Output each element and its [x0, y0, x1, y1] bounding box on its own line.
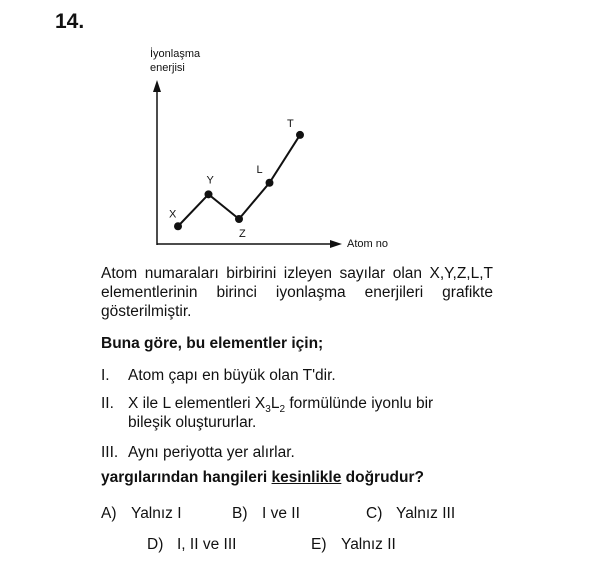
- point-z: [235, 215, 243, 223]
- lead-statement: Buna göre, bu elementler için;: [101, 335, 324, 352]
- statement-2-number: II.: [101, 395, 114, 412]
- point-label-z: Z: [239, 228, 246, 240]
- option-c-letter: C): [366, 505, 383, 522]
- point-label-l: L: [256, 163, 263, 176]
- statement-3-text: Aynı periyotta yer alırlar.: [128, 444, 295, 461]
- option-b[interactable]: [232, 505, 300, 523]
- statement-2-mid: L: [270, 395, 280, 412]
- point-l: [266, 179, 274, 187]
- question-pre: yargılarından hangileri: [101, 469, 272, 486]
- option-b-letter: B): [232, 505, 248, 522]
- point-label-t: T: [287, 117, 294, 130]
- y-axis-arrow: [153, 80, 161, 92]
- point-t: [296, 131, 304, 139]
- option-c[interactable]: [366, 505, 455, 523]
- series-group: [169, 118, 304, 240]
- statement-2-line2: bileşik oluştururlar.: [128, 414, 257, 431]
- option-c-text: Yalnız III: [396, 505, 456, 522]
- option-a[interactable]: [101, 505, 182, 523]
- option-d-text: I, II ve III: [177, 536, 237, 553]
- question-key: kesinlikle: [271, 469, 342, 486]
- statement-2-post: formülünde iyonlu bir: [285, 395, 434, 412]
- point-y: [205, 190, 213, 198]
- option-e-text: Yalnız II: [341, 536, 396, 553]
- question-prompt: [101, 469, 424, 487]
- point-x: [174, 222, 182, 230]
- statement-3-number: III.: [101, 444, 119, 461]
- statement-2-sub1: 3: [265, 404, 271, 416]
- point-label-y: Y: [206, 174, 214, 187]
- statement-2-pre: X ile L elementleri X: [128, 395, 266, 412]
- point-label-x: X: [169, 208, 177, 221]
- option-e[interactable]: [311, 536, 396, 554]
- series-line: [178, 135, 300, 226]
- x-axis-arrow: [330, 240, 342, 248]
- question-number: 14.: [55, 10, 85, 33]
- ionization-energy-chart: [0, 0, 613, 260]
- statement-2-sub2: 2: [279, 404, 286, 416]
- intro-paragraph: Atom numaraları birbirini izleyen sayılar olan X,Y,Z,L,T elementlerinin birinci iyonlaşma enerjileri grafikte gösterilmiştir.: [101, 265, 493, 320]
- x-axis-label: Atom no: [347, 238, 388, 250]
- option-d[interactable]: [147, 536, 236, 554]
- option-a-text: Yalnız I: [131, 505, 182, 522]
- option-b-text: I ve II: [262, 505, 300, 522]
- option-e-letter: E): [311, 536, 327, 553]
- y-axis-label-line2: enerjisi: [150, 62, 185, 74]
- y-axis-label-line1: İyonlaşma: [150, 48, 201, 60]
- question-post: doğrudur?: [341, 469, 424, 486]
- option-a-letter: A): [101, 505, 117, 522]
- statement-1-number: I.: [101, 367, 110, 384]
- statement-1-text: Atom çapı en büyük olan T'dir.: [128, 367, 336, 384]
- option-d-letter: D): [147, 536, 164, 553]
